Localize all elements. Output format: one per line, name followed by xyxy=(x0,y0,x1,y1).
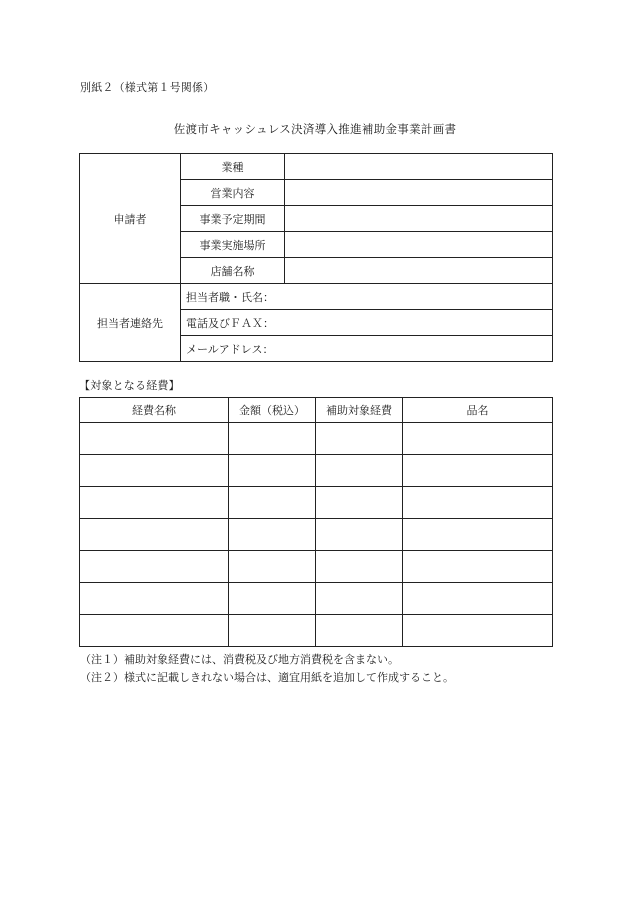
item-name-cell[interactable] xyxy=(403,455,553,487)
eligible-expense-cell[interactable] xyxy=(316,551,403,583)
expense-table-header xyxy=(80,398,553,423)
amount-cell[interactable] xyxy=(229,583,316,615)
expense-name-cell[interactable] xyxy=(80,519,229,551)
applicant-table xyxy=(79,153,553,362)
note-2: （注２）様式に記載しきれない場合は、適宜用紙を追加して作成すること。 xyxy=(80,671,454,684)
field-value-business-location[interactable] xyxy=(285,232,553,258)
expense-name-cell[interactable] xyxy=(80,455,229,487)
eligible-expense-cell[interactable] xyxy=(316,455,403,487)
expense-name-cell[interactable] xyxy=(80,487,229,519)
table-row xyxy=(80,615,553,647)
contact-phone-fax-field[interactable]: 電話及びＦＡＸ： xyxy=(181,310,553,336)
column-header-expense-name: 経費名称 xyxy=(80,398,229,423)
expense-name-cell[interactable] xyxy=(80,423,229,455)
table-row xyxy=(80,551,553,583)
eligible-expense-cell[interactable] xyxy=(316,615,403,647)
field-value-business-period[interactable] xyxy=(285,206,553,232)
field-label-business-location: 事業実施場所 xyxy=(181,232,285,258)
item-name-cell[interactable] xyxy=(403,583,553,615)
field-label-store-name: 店舗名称 xyxy=(181,258,285,284)
item-name-cell[interactable] xyxy=(403,423,553,455)
document-title: 佐渡市キャッシュレス決済導入推進補助金事業計画書 xyxy=(173,122,457,136)
field-value-industry[interactable] xyxy=(285,154,553,180)
field-label-business-content: 営業内容 xyxy=(181,180,285,206)
column-header-amount: 金額（税込） xyxy=(229,398,316,423)
field-value-store-name[interactable] xyxy=(285,258,553,284)
item-name-cell[interactable] xyxy=(403,519,553,551)
table-row xyxy=(80,423,553,455)
table-row xyxy=(80,519,553,551)
note-1: （注１）補助対象経費には、消費税及び地方消費税を含まない。 xyxy=(80,653,399,666)
amount-cell[interactable] xyxy=(229,519,316,551)
item-name-cell[interactable] xyxy=(403,551,553,583)
amount-cell[interactable] xyxy=(229,615,316,647)
eligible-expense-cell[interactable] xyxy=(316,487,403,519)
expense-name-cell[interactable] xyxy=(80,551,229,583)
column-header-item-name: 品名 xyxy=(403,398,553,423)
table-row xyxy=(80,583,553,615)
expense-table xyxy=(79,397,553,647)
amount-cell[interactable] xyxy=(229,455,316,487)
eligible-expense-cell[interactable] xyxy=(316,423,403,455)
applicant-group-label: 申請者 xyxy=(80,154,181,284)
form-reference: 別紙２（様式第１号関係） xyxy=(80,81,215,94)
field-value-business-content[interactable] xyxy=(285,180,553,206)
field-label-industry: 業種 xyxy=(181,154,285,180)
expense-name-cell[interactable] xyxy=(80,615,229,647)
contact-group-label: 担当者連絡先 xyxy=(80,284,181,362)
column-header-eligible-expense: 補助対象経費 xyxy=(316,398,403,423)
contact-email-field[interactable]: メールアドレス： xyxy=(181,336,553,362)
item-name-cell[interactable] xyxy=(403,487,553,519)
notes xyxy=(80,651,454,687)
expense-section-heading: 【対象となる経費】 xyxy=(79,379,180,392)
eligible-expense-cell[interactable] xyxy=(316,519,403,551)
field-label-business-period: 事業予定期間 xyxy=(181,206,285,232)
table-row xyxy=(80,455,553,487)
amount-cell[interactable] xyxy=(229,487,316,519)
contact-name-field[interactable]: 担当者職・氏名： xyxy=(181,284,553,310)
eligible-expense-cell[interactable] xyxy=(316,583,403,615)
amount-cell[interactable] xyxy=(229,551,316,583)
expense-name-cell[interactable] xyxy=(80,583,229,615)
amount-cell[interactable] xyxy=(229,423,316,455)
table-row xyxy=(80,487,553,519)
item-name-cell[interactable] xyxy=(403,615,553,647)
